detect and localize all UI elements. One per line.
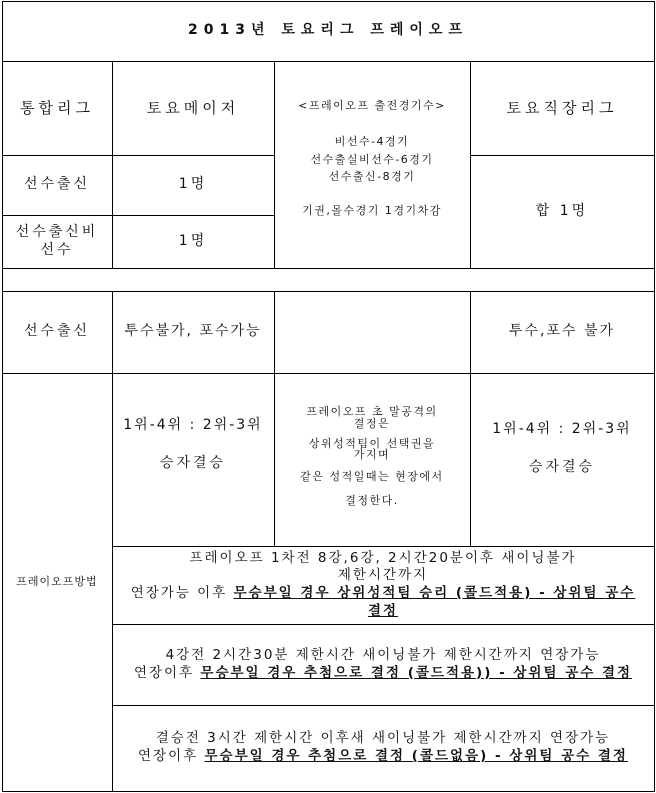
rule2-line1: 4강전 2시간30분 제한시간 새이닝불가 제한시간까지 연장가능 [165, 646, 601, 663]
playoff-games-cell [274, 61, 470, 268]
rule3-emphasis: 무승부일 경우 추첨으로 결정 (콜드없음) - 상위팀 공수 결정 [204, 748, 628, 764]
rule2-line2 [134, 665, 632, 683]
work-league-total: 합 1명 [535, 202, 589, 219]
player-origin-non-mayor-value: 1명 [178, 232, 208, 249]
border-bottom [2, 791, 654, 792]
border-right [654, 1, 655, 792]
page-title: 2013년 토요리그 프레이오프 [188, 22, 468, 39]
mayor-result: 승자결승 [159, 454, 227, 471]
rule2-plain: 연장이후 [133, 664, 201, 681]
work-matchup: 1위-4위 : 2위-3위 [492, 421, 632, 437]
rule1-emphasis: 무승부일 경우 상위성적팀 승리 (콜드적용) - 상위팀 공수 결정 [233, 585, 636, 619]
mayor-matchup: 1위-4위 : 2위-3위 [123, 417, 263, 433]
position-label: 선수출신 [23, 323, 91, 340]
attack-choice-line4: 가지며 [353, 448, 391, 462]
rule-h4 [2, 268, 654, 269]
header-saturday-mayor: 토요메이저 [146, 98, 240, 117]
player-origin-mayor-value: 1명 [178, 176, 208, 193]
rule3-line2 [138, 748, 628, 766]
rule1-line1: 프레이오프 1차전 8강,6강, 2시간20분이후 새이닝불가 [189, 549, 577, 566]
rule-semifinal [112, 624, 654, 705]
header-saturday-work-league: 토요직장리그 [506, 98, 618, 117]
rule1-line2: 제한시간까지 [337, 567, 429, 584]
playoff-games-title: <프레이오프 출전경기수> [298, 99, 446, 112]
attack-choice-line6: 결정한다. [345, 493, 399, 507]
position-middle-empty [274, 291, 470, 373]
rule3-line1: 결승전 3시간 제한시간 이후새 새이닝불가 제한시간까지 연장가능 [155, 730, 611, 747]
position-mayor-value: 투수불가, 포수가능 [124, 323, 262, 340]
player-origin-label: 선수출신 [23, 176, 91, 193]
attack-choice-line3: 상위성적팀이 선택권을 [308, 436, 436, 450]
rule2-emphasis: 무승부일 경우 추첨으로 결정 (콜드적용)) - 상위팀 공수 결정 [200, 664, 633, 681]
attack-choice-line2: 결정은 [353, 416, 391, 430]
player-origin-non-label: 선수출신비선수 [15, 224, 99, 258]
attack-choice-line5: 같은 성적일때는 현장에서 [300, 470, 444, 483]
rule3-plain: 연장이후 [138, 748, 205, 764]
mayor-method-cell [112, 373, 274, 546]
header-league: 통합리그 [20, 98, 94, 117]
rule1-plain: 연장가능 이후 [130, 585, 234, 601]
attack-choice-cell [274, 373, 470, 546]
work-method-cell [470, 373, 654, 546]
playoff-games-line4: 기권,몰수경기 1경기차감 [302, 204, 442, 217]
work-result: 승자결승 [528, 458, 596, 475]
rule1-line3 [120, 585, 646, 620]
rule-final [112, 705, 654, 791]
rule-first-round [112, 546, 654, 624]
attack-choice-line1: 프레이오프 초 말공격의 [306, 405, 438, 418]
playoff-method-label: 프레이오프방법 [16, 575, 98, 589]
playoff-games-line3: 선수출신-8경기 [328, 170, 416, 184]
playoff-games-line2: 선수출실비선수-6경기 [310, 152, 434, 166]
position-work-value: 투수,포수 불가 [508, 323, 616, 340]
playoff-games-line1: 비선수-4경기 [334, 134, 410, 148]
